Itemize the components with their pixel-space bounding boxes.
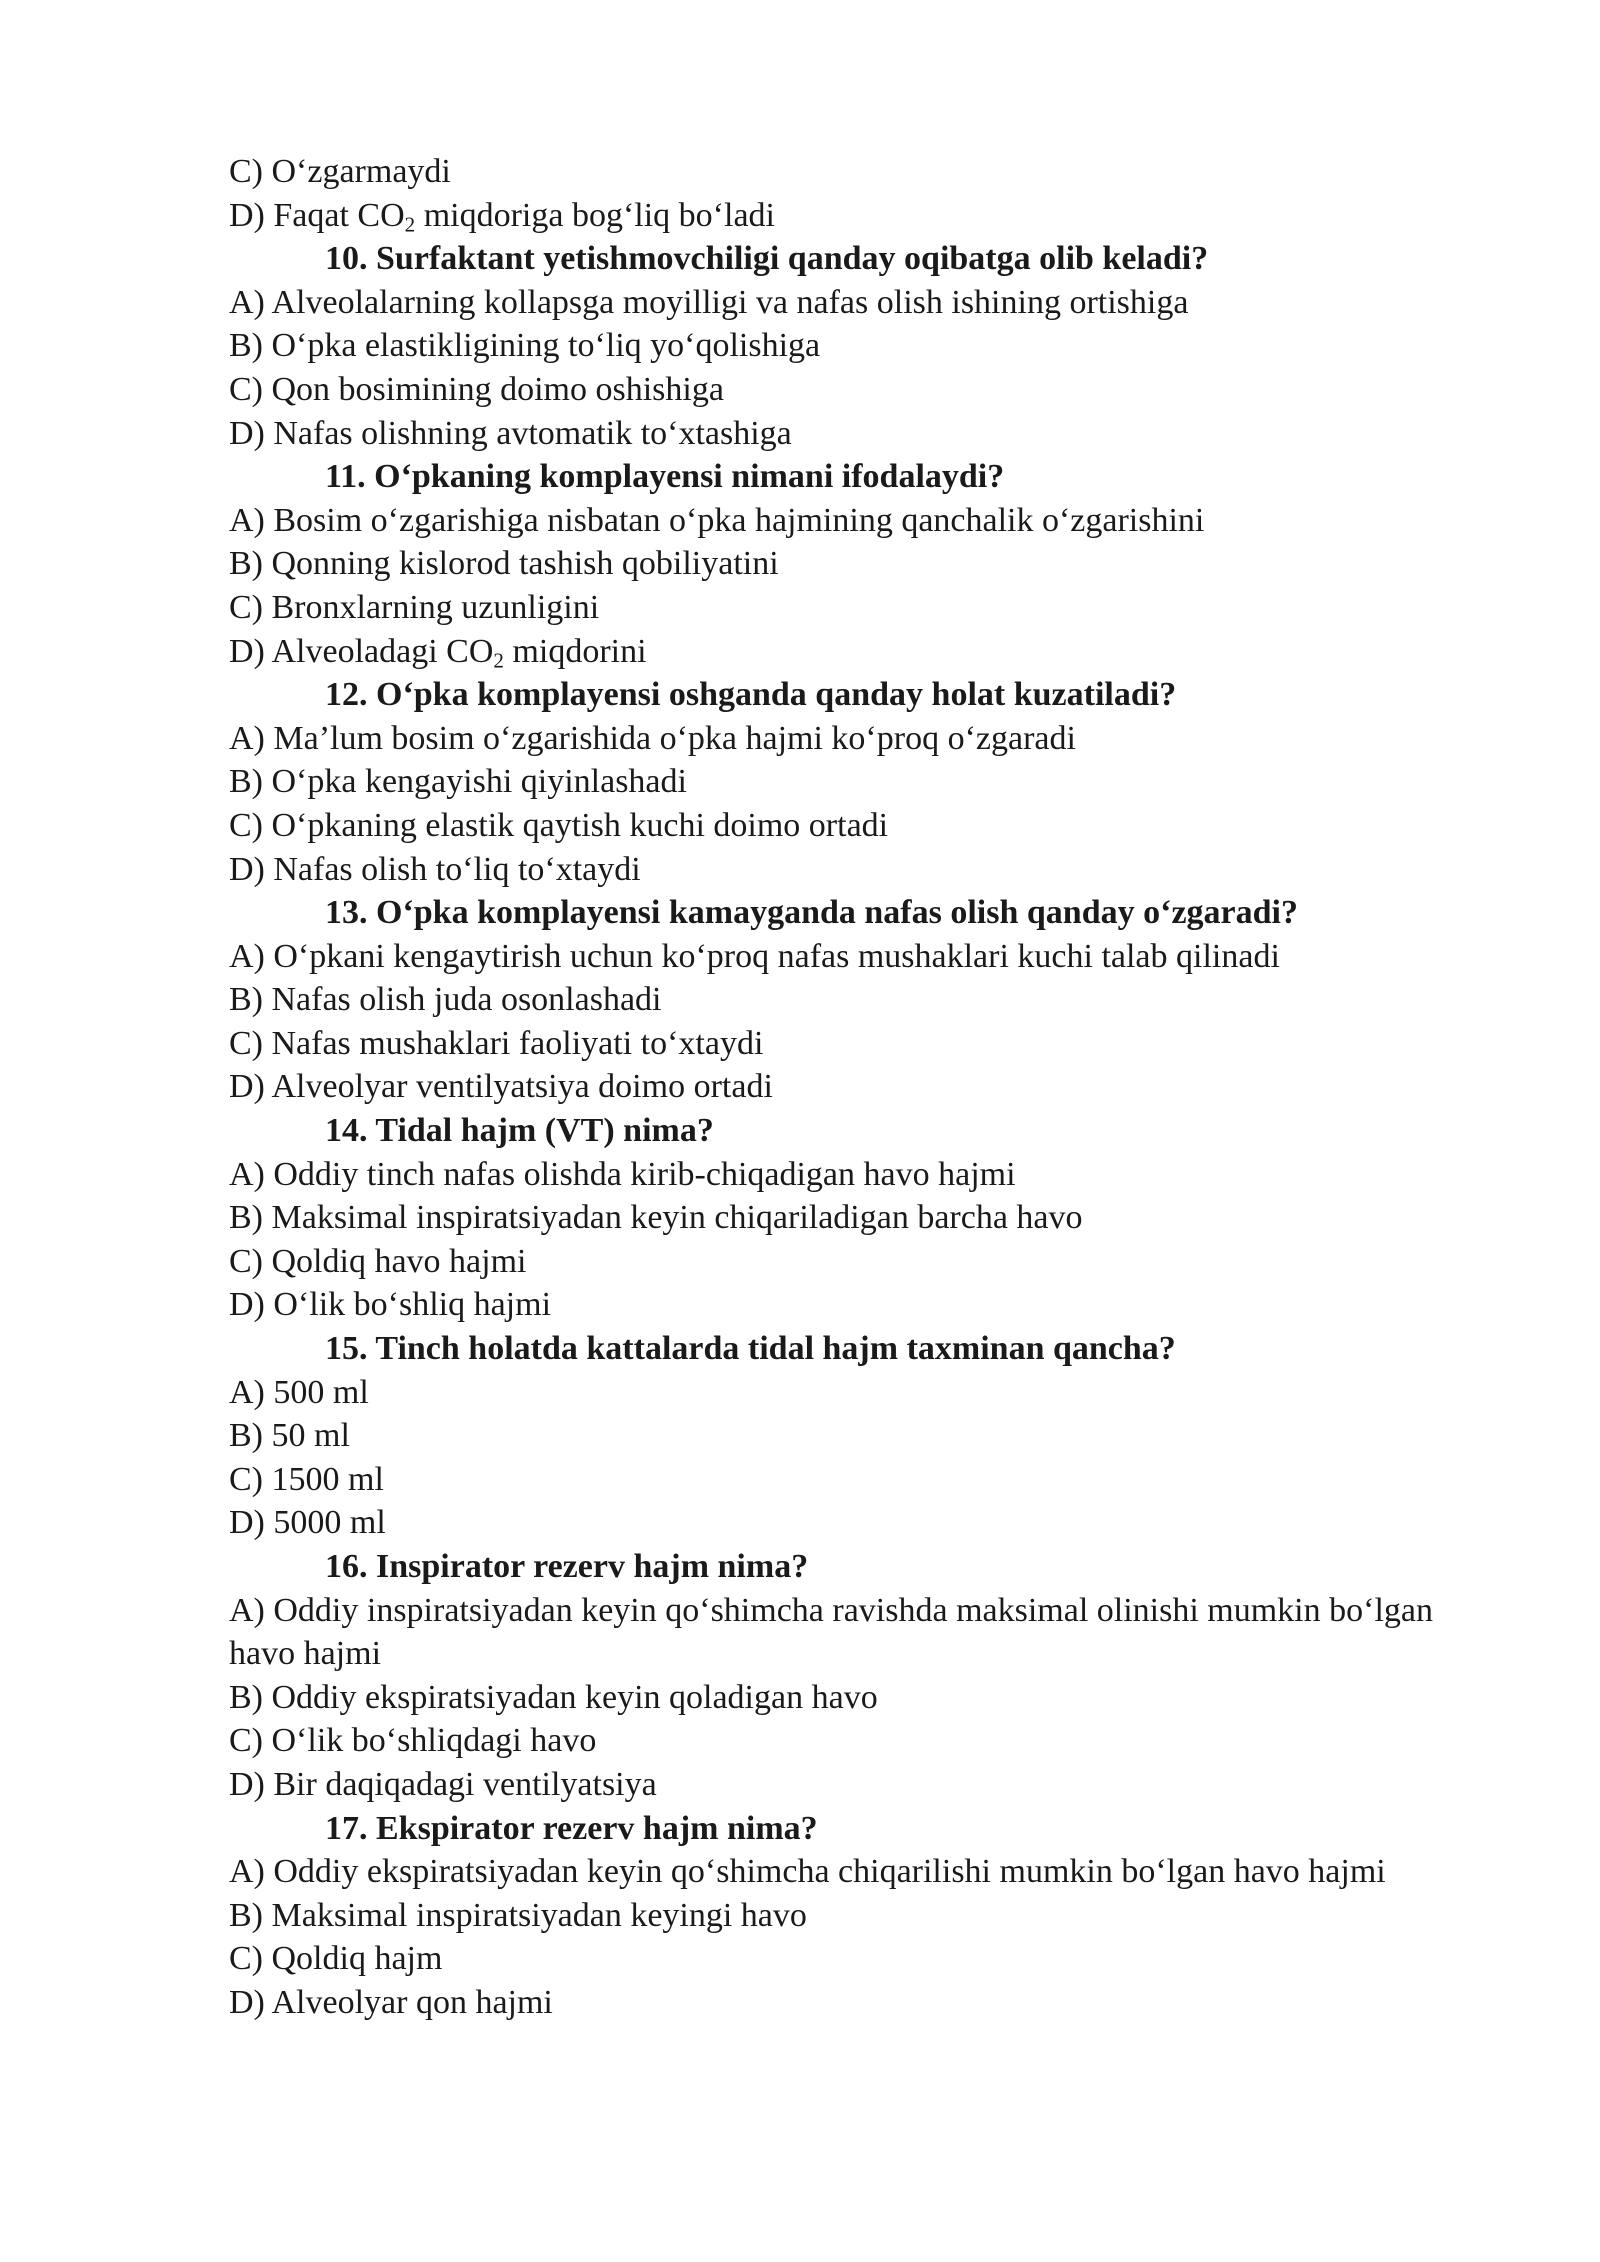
answer-option: C) O‘pkaning elastik qaytish kuchi doimo ortadi (229, 806, 889, 844)
question-block (229, 1807, 1469, 2025)
answer-option: D) O‘lik bo‘shliq hajmi (229, 1286, 552, 1324)
answer-option: C) O‘lik bo‘shliqdagi havo (229, 1722, 597, 1760)
question-title: 12. O‘pka komplayensi oshganda qanday holat kuzatiladi? (325, 676, 1177, 714)
question-title: 15. Tinch holatda kattalarda tidal hajm taxminan qancha? (325, 1330, 1176, 1368)
question-block (229, 673, 1469, 891)
answer-option: A) Oddiy tinch nafas olishda kirib-chiqadigan havo hajmi (229, 1155, 1016, 1193)
question-block (229, 455, 1469, 673)
question-block (229, 891, 1469, 1109)
option-text: D) Alveoladagi CO (229, 632, 494, 670)
question-block (229, 1327, 1469, 1545)
question-block (229, 237, 1469, 455)
answer-option: B) 50 ml (229, 1417, 350, 1455)
subscript: 2 (404, 211, 416, 236)
option-text: miqdorini (503, 632, 647, 670)
answer-option: C) Bronxlarning uzunligini (229, 588, 600, 626)
option-text: miqdoriga bog‘liq bo‘ladi (415, 196, 775, 234)
answer-option: C) Qon bosimining doimo oshishiga (229, 370, 724, 408)
answer-option: B) Maksimal inspiratsiyadan keyingi havo (229, 1896, 807, 1934)
answer-option: B) Qonning kislorod tashish qobiliyatini (229, 545, 779, 583)
question-title: 11. O‘pkaning komplayensi nimani ifodalaydi? (325, 458, 1005, 496)
question-block (229, 1109, 1469, 1327)
answer-option: A) Oddiy ekspiratsiyadan keyin qo‘shimcha chiqarilishi mumkin bo‘lgan havo hajmi (229, 1853, 1386, 1891)
answer-option: B) Maksimal inspiratsiyadan keyin chiqariladigan barcha havo (229, 1199, 1083, 1237)
answer-option: C) O‘zgarmaydi (229, 153, 451, 190)
document-page (229, 150, 1469, 2025)
answer-option: A) Alveolalarning kollapsga moyilligi va nafas olish ishining ortishiga (229, 283, 1189, 321)
answer-option: C) Qoldiq hajm (229, 1940, 443, 1978)
answer-option: B) O‘pka elastikligining to‘liq yo‘qolishiga (229, 327, 821, 365)
question-title: 17. Ekspirator rezerv hajm nima? (325, 1809, 818, 1847)
answer-option: B) Nafas olish juda osonlashadi (229, 981, 662, 1019)
question-title: 14. Tidal hajm (VT) nima? (325, 1112, 714, 1150)
option-text: D) Faqat CO (229, 196, 405, 234)
subscript: 2 (493, 647, 504, 672)
answer-option: D) Nafas olish to‘liq to‘xtaydi (229, 850, 641, 888)
answer-option: D) Alveolyar qon hajmi (229, 1983, 553, 2021)
answer-option: C) Qoldiq havo hajmi (229, 1242, 527, 1280)
answer-option: D) Bir daqiqadagi ventilyatsiya (229, 1765, 657, 1803)
question-title: 13. O‘pka komplayensi kamayganda nafas olish qanday o‘zgaradi? (325, 894, 1298, 932)
answer-option: D) Nafas olishning avtomatik to‘xtashiga (229, 414, 792, 452)
answer-option: D) Alveolyar ventilyatsiya doimo ortadi (229, 1068, 773, 1106)
question-title: 16. Inspirator rezerv hajm nima? (325, 1548, 809, 1585)
answer-option: C) 1500 ml (229, 1460, 384, 1498)
answer-option (229, 630, 1469, 674)
answer-option: A) Bosim o‘zgarishiga nisbatan o‘pka hajmining qanchalik o‘zgarishini (229, 501, 1205, 539)
answer-option: A) O‘pkani kengaytirish uchun ko‘proq nafas mushaklari kuchi talab qilinadi (229, 937, 1280, 975)
question-block (229, 1545, 1469, 1807)
answer-option: C) Nafas mushaklari faoliyati to‘xtaydi (229, 1024, 764, 1062)
answer-option: B) Oddiy ekspiratsiyadan keyin qoladigan havo (229, 1678, 878, 1716)
question-block (229, 150, 1469, 237)
question-title: 10. Surfaktant yetishmovchiligi qanday oqibatga olib keladi? (325, 240, 1209, 278)
answer-option: A) 500 ml (229, 1373, 369, 1411)
answer-option (229, 194, 1469, 238)
answer-option: B) O‘pka kengayishi qiyinlashadi (229, 763, 687, 801)
answer-option: D) 5000 ml (229, 1504, 386, 1542)
answer-option: A) Ma’lum bosim o‘zgarishida o‘pka hajmi ko‘proq o‘zgaradi (229, 719, 1076, 757)
answer-option: A) Oddiy inspiratsiyadan keyin qo‘shimcha ravishda maksimal olinishi mumkin bo‘lgan havo hajmi (229, 1591, 1433, 1673)
